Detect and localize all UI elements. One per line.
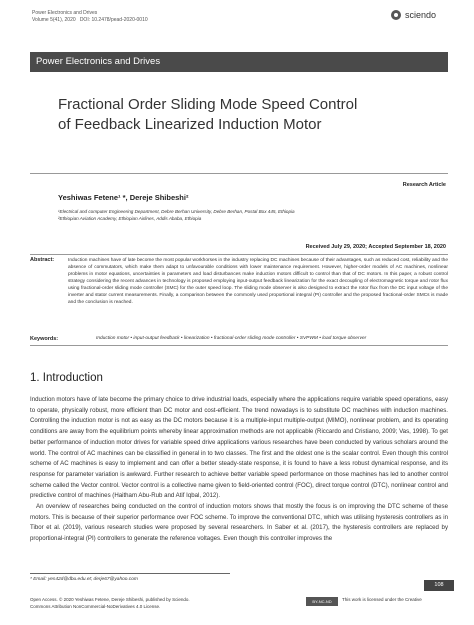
keywords-label: Keywords: — [30, 336, 59, 342]
divider — [30, 254, 448, 255]
affiliation-2: ²Ethiopian Aviation Academy, Ethiopian Airlines, Addis Ababa, Ethiopia — [58, 215, 202, 221]
divider — [30, 173, 448, 174]
cc-license-icon: BY-NC-ND — [306, 597, 338, 606]
article-type: Research Article — [402, 182, 446, 188]
license-text — [30, 596, 302, 610]
license-line-1: Open Access. © 2020 Yeshiwas Fetene, Dereje Shibeshi, published by Sciendo. — [30, 597, 190, 602]
license-line-2: Commons Attribution NonCommercial-NoDerivatives 4.0 License. — [30, 604, 161, 609]
sciendo-logo-icon — [391, 10, 401, 20]
paper-title — [58, 95, 448, 135]
body-text — [30, 395, 448, 545]
footnote-divider — [30, 573, 230, 574]
abstract-label: Abstract: — [30, 257, 55, 263]
journal-banner: Power Electronics and Drives — [30, 52, 448, 72]
divider — [30, 345, 448, 346]
cc-text: This work is licensed under the Creative — [342, 597, 422, 602]
received-dates: Received July 29, 2020; Accepted September 18, 2020 — [305, 244, 446, 250]
footnote: * Email: yes42d@dbu.edu.et; derje67@yahoo.com — [30, 577, 138, 582]
affiliations — [58, 209, 438, 222]
title-line-2: of Feedback Linearized Induction Motor — [58, 116, 322, 133]
sciendo-logo — [391, 10, 436, 20]
authors: Yeshiwas Fetene¹ *, Dereje Shibeshi² — [58, 193, 189, 202]
section-heading: 1. Introduction — [30, 372, 103, 384]
body-paragraph: Induction motors have of late become the primary choice to drive industrial loads, especially where the applications require variable speed operations, easy to operate, physically robust, more efficient than DC motor and cost-efficient. The trend nowadays is to substitute DC machines with induction machines. Controlling the induction motor is not as easy as the DC motors because it is a multiple-input multiple-output (MIMO), nonlinear problem, and its operating conditions are away from the equilibrium points whereby linear approximation methods are not applicable (Riccardo and Cristiano, 2009; Vas, 1998). To get better performance of induction motor drives for variable speed drive applications various researches have been conducted by various scholars around the world. The control of AC machines can be classified in general in to two classes. The first and the oldest one is the scalar control. Even though this control scheme of AC machines is easy to implement and can offer a better steady-state response, it is found to have a less robust dynamical response, and its response for parameter variation is awkward. Further research to achieve better variable speed performance on those machines has led to another control scheme called the Vector control. Vector control is a collective name given to field-oriented control (FOC), direct torque control (DTC), nonlinear control and predictive control of machines (Haitham Abu-Rub and Atif Iqbal, 2012). — [30, 396, 448, 500]
journal-header — [32, 10, 148, 24]
journal-name: Power Electronics and Drives — [32, 10, 98, 16]
abstract-text: Induction machines have of late become the most popular workhorses in the industry replacing DC machines because of their advantages, such as reduced cost, reliability and the absence of commutators, which make them adapt to unfavourable conditions with lower maintenance requirement. However, higher-order models of AC machines, nonlinear problems in motor equations, uncertainties in parameters and load disturbances make induction motors difficult to control than that of DC motors. In this paper, a robust control strategy considering the recent advances in technology is proposed employing input-output feedback linearization for the exact decoupling of electromagnetic torque and rotor flux using fractional-order sliding mode controller (SMC) for the outer speed loop. The sliding mode observer is also designed to extract the rotor flux from the DC input voltage of the inverter and stator current measurements. Finally, a comparison between the commonly used proportional integral (PI) controller and the proposed fractional-order SMCs is made and the conclusion is reached. — [68, 258, 448, 305]
title-line-1: Fractional Order Sliding Mode Speed Control — [58, 96, 358, 113]
body-paragraph: An overview of researches being conducted on the control of induction motors shows that mostly the focus is on improving the DTC scheme of these motors. This is because of their superior performance over FOC scheme. To improve the conventional DTC, which was utilising hysteresis controllers as in Tibor et al. (2019), various research studies were proposed by several researchers. In Saber et al. (2017), the hysteresis controllers are replaced by proportional-integral (PI) controllers to generate the reference voltages. Even though this controller improves the — [30, 503, 448, 543]
page-number: 108 — [424, 580, 454, 591]
logo-text: sciendo — [404, 10, 436, 20]
volume-line: Volume 5(41), 2020 DOI: 10.2478/pead-2020-0010 — [32, 17, 148, 23]
keywords-text: Induction motor • input-output feedback • linearization • fractional-order sliding mode controller • SVPWM • load torque observer — [96, 336, 367, 341]
affiliation-1: ¹Electrical and computer Engineering Department, Debre Berhan University, Debre Berhan, Postal Box 445, Ethiopia — [58, 209, 295, 214]
